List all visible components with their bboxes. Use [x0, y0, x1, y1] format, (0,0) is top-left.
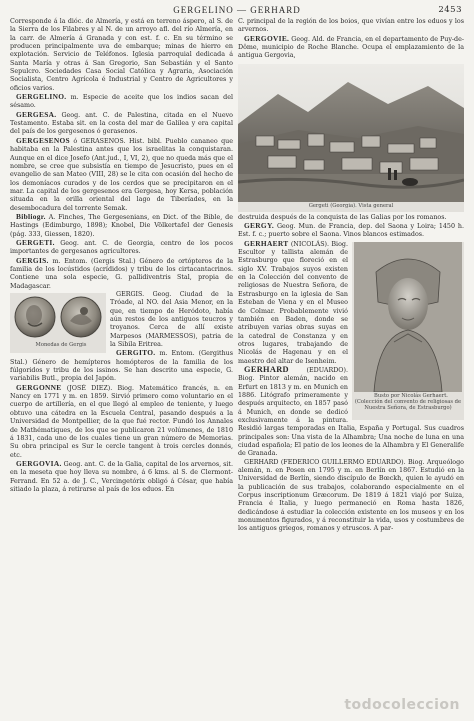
left-column	[10, 18, 233, 494]
watermark-bar	[0, 689, 474, 721]
village-photo-figure	[238, 64, 464, 212]
right-column	[238, 18, 464, 534]
entry-gergelino	[10, 93, 233, 111]
village-photo	[238, 64, 464, 202]
entry-gergonne	[10, 384, 233, 460]
entry-text: Geog. Ald. de Francia, en el departamento de Puy-de-Dôme, municipio de Roche Blanche. Ocupa el emplazamiento de la antigua Gergovia,	[238, 35, 465, 60]
entry-gergy	[238, 222, 464, 240]
headword: GERGESENOS	[16, 135, 70, 145]
entry-gergito	[10, 349, 233, 383]
headword: GERGOVIA.	[16, 458, 62, 468]
coin-caption: Monedas de Gergis	[35, 342, 87, 348]
coin-figure	[10, 293, 106, 353]
entry-text: GERGIS. Geog. Ciudad de la Tróade, al NO. del Asia Menor, en la que, en tiempo de Heródoto, había aún restos de los antiguos teucros y troyanos. Cerca de allí existe Marpesos (MARMESSOS), patria de la Sibila Eritrea.	[110, 291, 233, 349]
headword: Bibliogr.	[16, 211, 46, 221]
entry-gergeti	[10, 239, 233, 257]
bust-caption: Busto por Nicolás Gerhaert. (Colección del convento de religiosas de Nuestra Señora, de Estrasburgo)	[354, 392, 462, 412]
headword: GERHARD	[244, 364, 289, 374]
entry-gergis	[10, 257, 233, 291]
headword: GERGETI.	[16, 237, 55, 247]
entry-gergis-geog	[10, 291, 233, 349]
entry-gergesa	[10, 111, 233, 137]
headword: GERGITO.	[116, 348, 156, 358]
entry-text: (JOSÉ DIEZ). Biog. Matemático francés, n. en Nancy en 1771 y m. en 1859. Sirvió primero como voluntario en el cuerpo de artillería, en el que llegó al empleo de teniente, y luego obtuvo una cátedra en la Escuela Central, pasando después a la Universidad de Montpellier, de la que fué rector. Fundó los Annales de Mathématiques, de los que se publicaron 21 volúmenes, de 1810 á 1831, cada uno de los cuales tiene un gran número de Memorias. Su obra principal es Sur le cercle tangent à trois cercles donnés, etc.	[10, 384, 233, 459]
entry-text: (NICOLÁS). Biog. Escultor y tallista alemán de Estrasburgo que floreció en el siglo XV. Trabajos suyos existen en la Colección del convento de religiosas de Nuestra Señora, de Estrasburgo en la iglesia de San Esteban de Viena y en el Museo de Colmar. Probablemente vivió también en Baden, donde se atribuyen varias obras suyas en la catedral de Constanza y en otros lugares, trabajando de Nicolás de Hagenau y en el maestro del altar de Isenheim.	[238, 240, 348, 365]
watermark: todocoleccion	[344, 697, 460, 713]
entry-text: Geog. ant. C. de Palestina, citada en el Nuevo Testamento. Estaba sit. en la costa del mar de Galilea y era capital del país de los gergesenos ó gerasenos.	[10, 111, 233, 136]
entry-gergovie	[238, 35, 464, 61]
paragraph: Corresponde á la dióc. de Almería, y está en terreno áspero, al S. de la Sierra de los Filabres y al N. de un arroyo afl. del río Almería, en la carr. de Almería á Granada y con est. f. c. En su término se producen principalmente uva de embarque; minas de hierro en explotación. Servicio de Teléfonos. Iglesia parroquial dedicada á Santa María y otras á San Gregorio, San Sebastián y el Santo Sepulcro. Sociedades Casa Social Católica y Agraria, Asociación Socialista, Centro Agrícola é Industrial y Centro de Agricultores y oficios varios.	[10, 18, 233, 92]
headword: GERGESA.	[16, 109, 57, 119]
entry-text: m. Especie de aceite que los indios sacan del sésamo.	[10, 94, 233, 110]
entry-bibliogr	[10, 213, 233, 239]
entry-text: m. Entom. (Gergithus Stal.) Género de hemípteros homópteros de la familia de los fúlgoridos y tribu de los issinos. Se han descrito una especie, G. variabilis Butl., propia del Japón.	[10, 350, 233, 383]
headword: GERHAERT	[244, 238, 289, 248]
entry-gergesenos	[10, 137, 233, 213]
bust-figure	[352, 242, 464, 420]
entry-gergovia	[10, 460, 233, 494]
entry-gerhard-arqueologo: GERHARD (FEDERICO GUILLERMO EDUARDO). Biog. Arqueólogo alemán, n. en Posen en 1795 y m. en Berlín en 1867. Estudió en la Universidad de Berlín, siendo discípulo de Bœckh, quien le ayudó en la publicación de sus trabajos, colaborando especialmente en el Corpus inscriptionum Græcorum. De 1819 á 1821 viajó por Suiza, Francia é Italia, y luego permaneció en Roma hasta 1826, dedicándose á estudiar la colección existente en los museos y en los monumentos figurados, y á reconstituir la vida, usos y costumbres de los antiguos griegos, romanos y etruscos. A par-	[238, 458, 464, 533]
entry-text: ó GERASENOS. Hist. bibl. Pueblo cananeo que habitaba en la Palestina antes que los israelitas la conquistaran. Aunque en el dice Josefo (Ant.jud., I, VI, 2), que no queda más que el nombre, se cree que subsistía en tiempo de Jesucristo, pues en el evangelio de san Mateo (VIII, 28) se le cita con ocasión del hecho de los demoníacos curados y de los cerdos que se precipitaron en el mar. La capital de los gergesenos era Gergesa, hoy Kersa, población situada en la orilla oriental del lago de Tiberíades, en la desembocadura del torrente Semak.	[10, 137, 233, 212]
paragraph: C. principal de la región de los boios, que vivían entre los eduos y los arvernos.	[238, 18, 464, 34]
headword: GERGONNE	[16, 382, 62, 392]
headword: GERGIS.	[16, 255, 49, 265]
headword: GERGELINO.	[16, 92, 67, 102]
entry-text: m. Entom. (Gergis Stal.) Género de ortópteros de la familia de los locústidos (acrídidos) y tribu de los cirtacantacrinos. Contiene una sola especie, G. pallidiventris Stal, propia de Madagascar.	[10, 257, 233, 290]
entry-text: Geog. Mun. de Francia, dep. del Saona y Loira; 1450 h. Est. f. c.; puerto sobre el Saona. Vinos blancos estimados.	[238, 223, 464, 239]
entry-text: Geog. ant. C. de la Galia, capital de los arvernos, sit. en la meseta que hoy lleva su nombre, á 6 kms. al S. de Clermont-Ferrand. En 52 a. de J. C., Vercingetórix obligó á César, que había sitiado la plaza, á retirarse al país de los eduos. En	[10, 460, 233, 493]
page-header	[0, 5, 474, 17]
page-number: 2453	[438, 5, 462, 15]
entry-text: (EDUARDO). Biog. Pintor alemán, nacido en Erfurt en 1813 y m. en Munich en 1886. Litógrafo primeramente y después arquitecto, en 1857 pasó á Munich, en donde se dedicó exclusivamente á la pintura. Residió largas temporadas en Italia, España y Portugal. Sus cuadros principales son: Una vista de la Alhambra; Una noche de luna en una ciudad española; El patio de los leones de la Alhambra y El Generalife de Granada.	[238, 366, 464, 458]
photo-caption: Gergeti (Georgia). Vista general	[308, 202, 394, 209]
bust-image	[354, 242, 462, 392]
headword: GERGOVIE.	[244, 33, 290, 43]
paragraph: destruida después de la conquista de las Galias por los romanos.	[238, 213, 447, 221]
entry-text: Geog. ant. C. de Georgia, centro de los pocos importantes de gergesanos agricultores.	[10, 239, 233, 256]
headword: GERGY.	[244, 221, 275, 231]
page-title: GERGELINO — GERHARD	[173, 5, 301, 15]
entry-text: A. Finches, The Gergesenians, en Dict. of the Bible, de Hastings (Edimburgo, 1898); Knobel, Die Völkertafel der Genesis (pág. 333, Giessen, 1820).	[10, 213, 233, 238]
coins-image	[12, 293, 104, 341]
